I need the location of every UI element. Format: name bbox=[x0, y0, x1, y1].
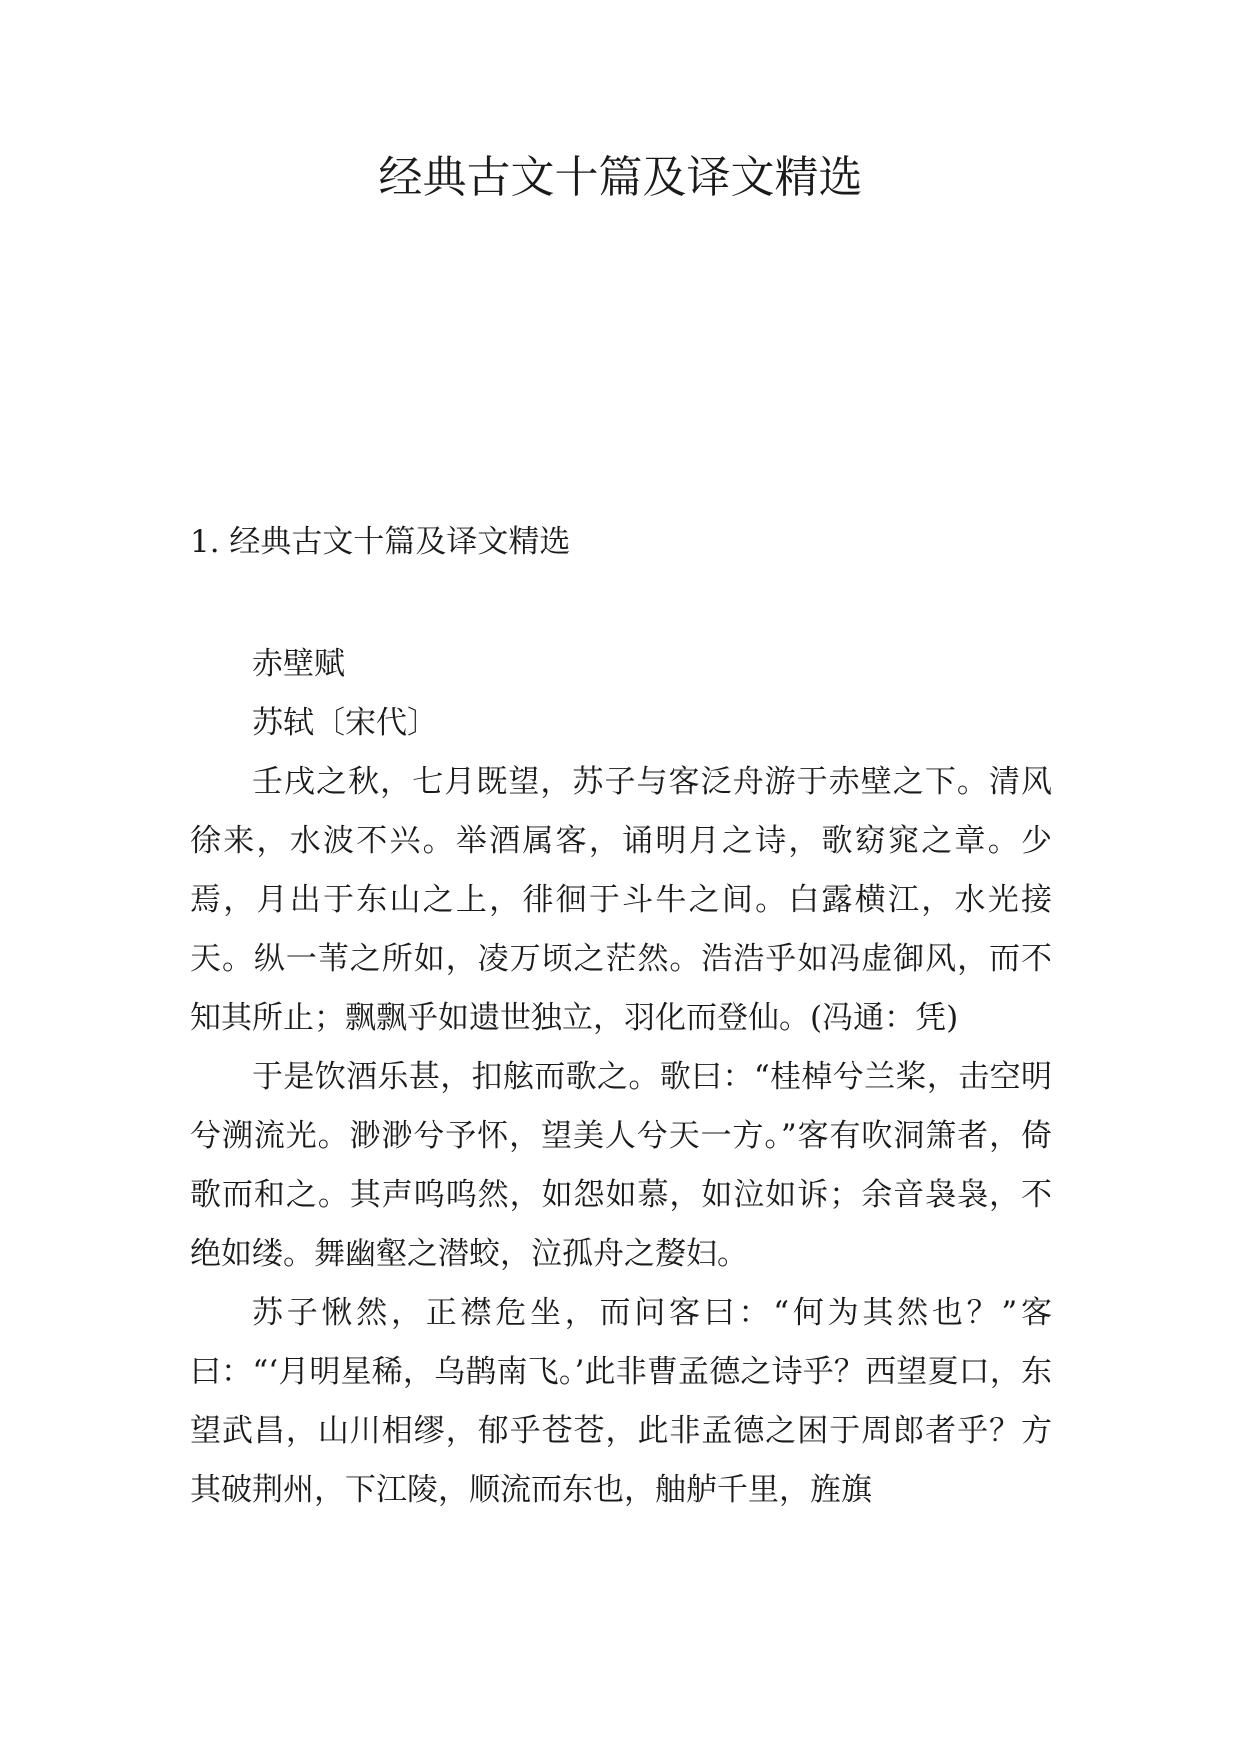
document-body bbox=[190, 635, 1052, 1520]
section-heading: 1. 经典古文十篇及译文精选 bbox=[190, 524, 571, 560]
poem-title: 赤壁赋 bbox=[252, 646, 345, 682]
paragraph-1: 壬戌之秋，七月既望，苏子与客泛舟游于赤壁之下。清风徐来，水波不兴。举酒属客，诵明月之诗，歌窈窕之章。少焉，月出于东山之上，徘徊于斗牛之间。白露横江，水光接天。纵一苇之所如，凌万顷之茫然。浩浩乎如冯虚御风，而不知其所止；飘飘乎如遗世独立，羽化而登仙。(冯通：凭) bbox=[190, 764, 1052, 1036]
paragraph-2: 于是饮酒乐甚，扣舷而歌之。歌曰：“桂棹兮兰桨，击空明兮溯流光。渺渺兮予怀，望美人兮天一方。”客有吹洞箫者，倚歌而和之。其声呜呜然，如怨如慕，如泣如诉；余音袅袅，不绝如缕。舞幽壑之潜蛟，泣孤舟之嫠妇。 bbox=[190, 1059, 1052, 1272]
poem-author: 苏轼〔宋代〕 bbox=[252, 705, 438, 741]
page-title: 经典古文十篇及译文精选 bbox=[378, 152, 863, 203]
paragraph-3: 苏子愀然，正襟危坐，而问客曰：“何为其然也？”客曰：“‘月明星稀，乌鹊南飞。’此非曹孟德之诗乎？西望夏口，东望武昌，山川相缪，郁乎苍苍，此非孟德之困于周郎者乎？方其破荆州，下江陵，顺流而东也，舳舻千里，旌旗 bbox=[190, 1295, 1052, 1508]
